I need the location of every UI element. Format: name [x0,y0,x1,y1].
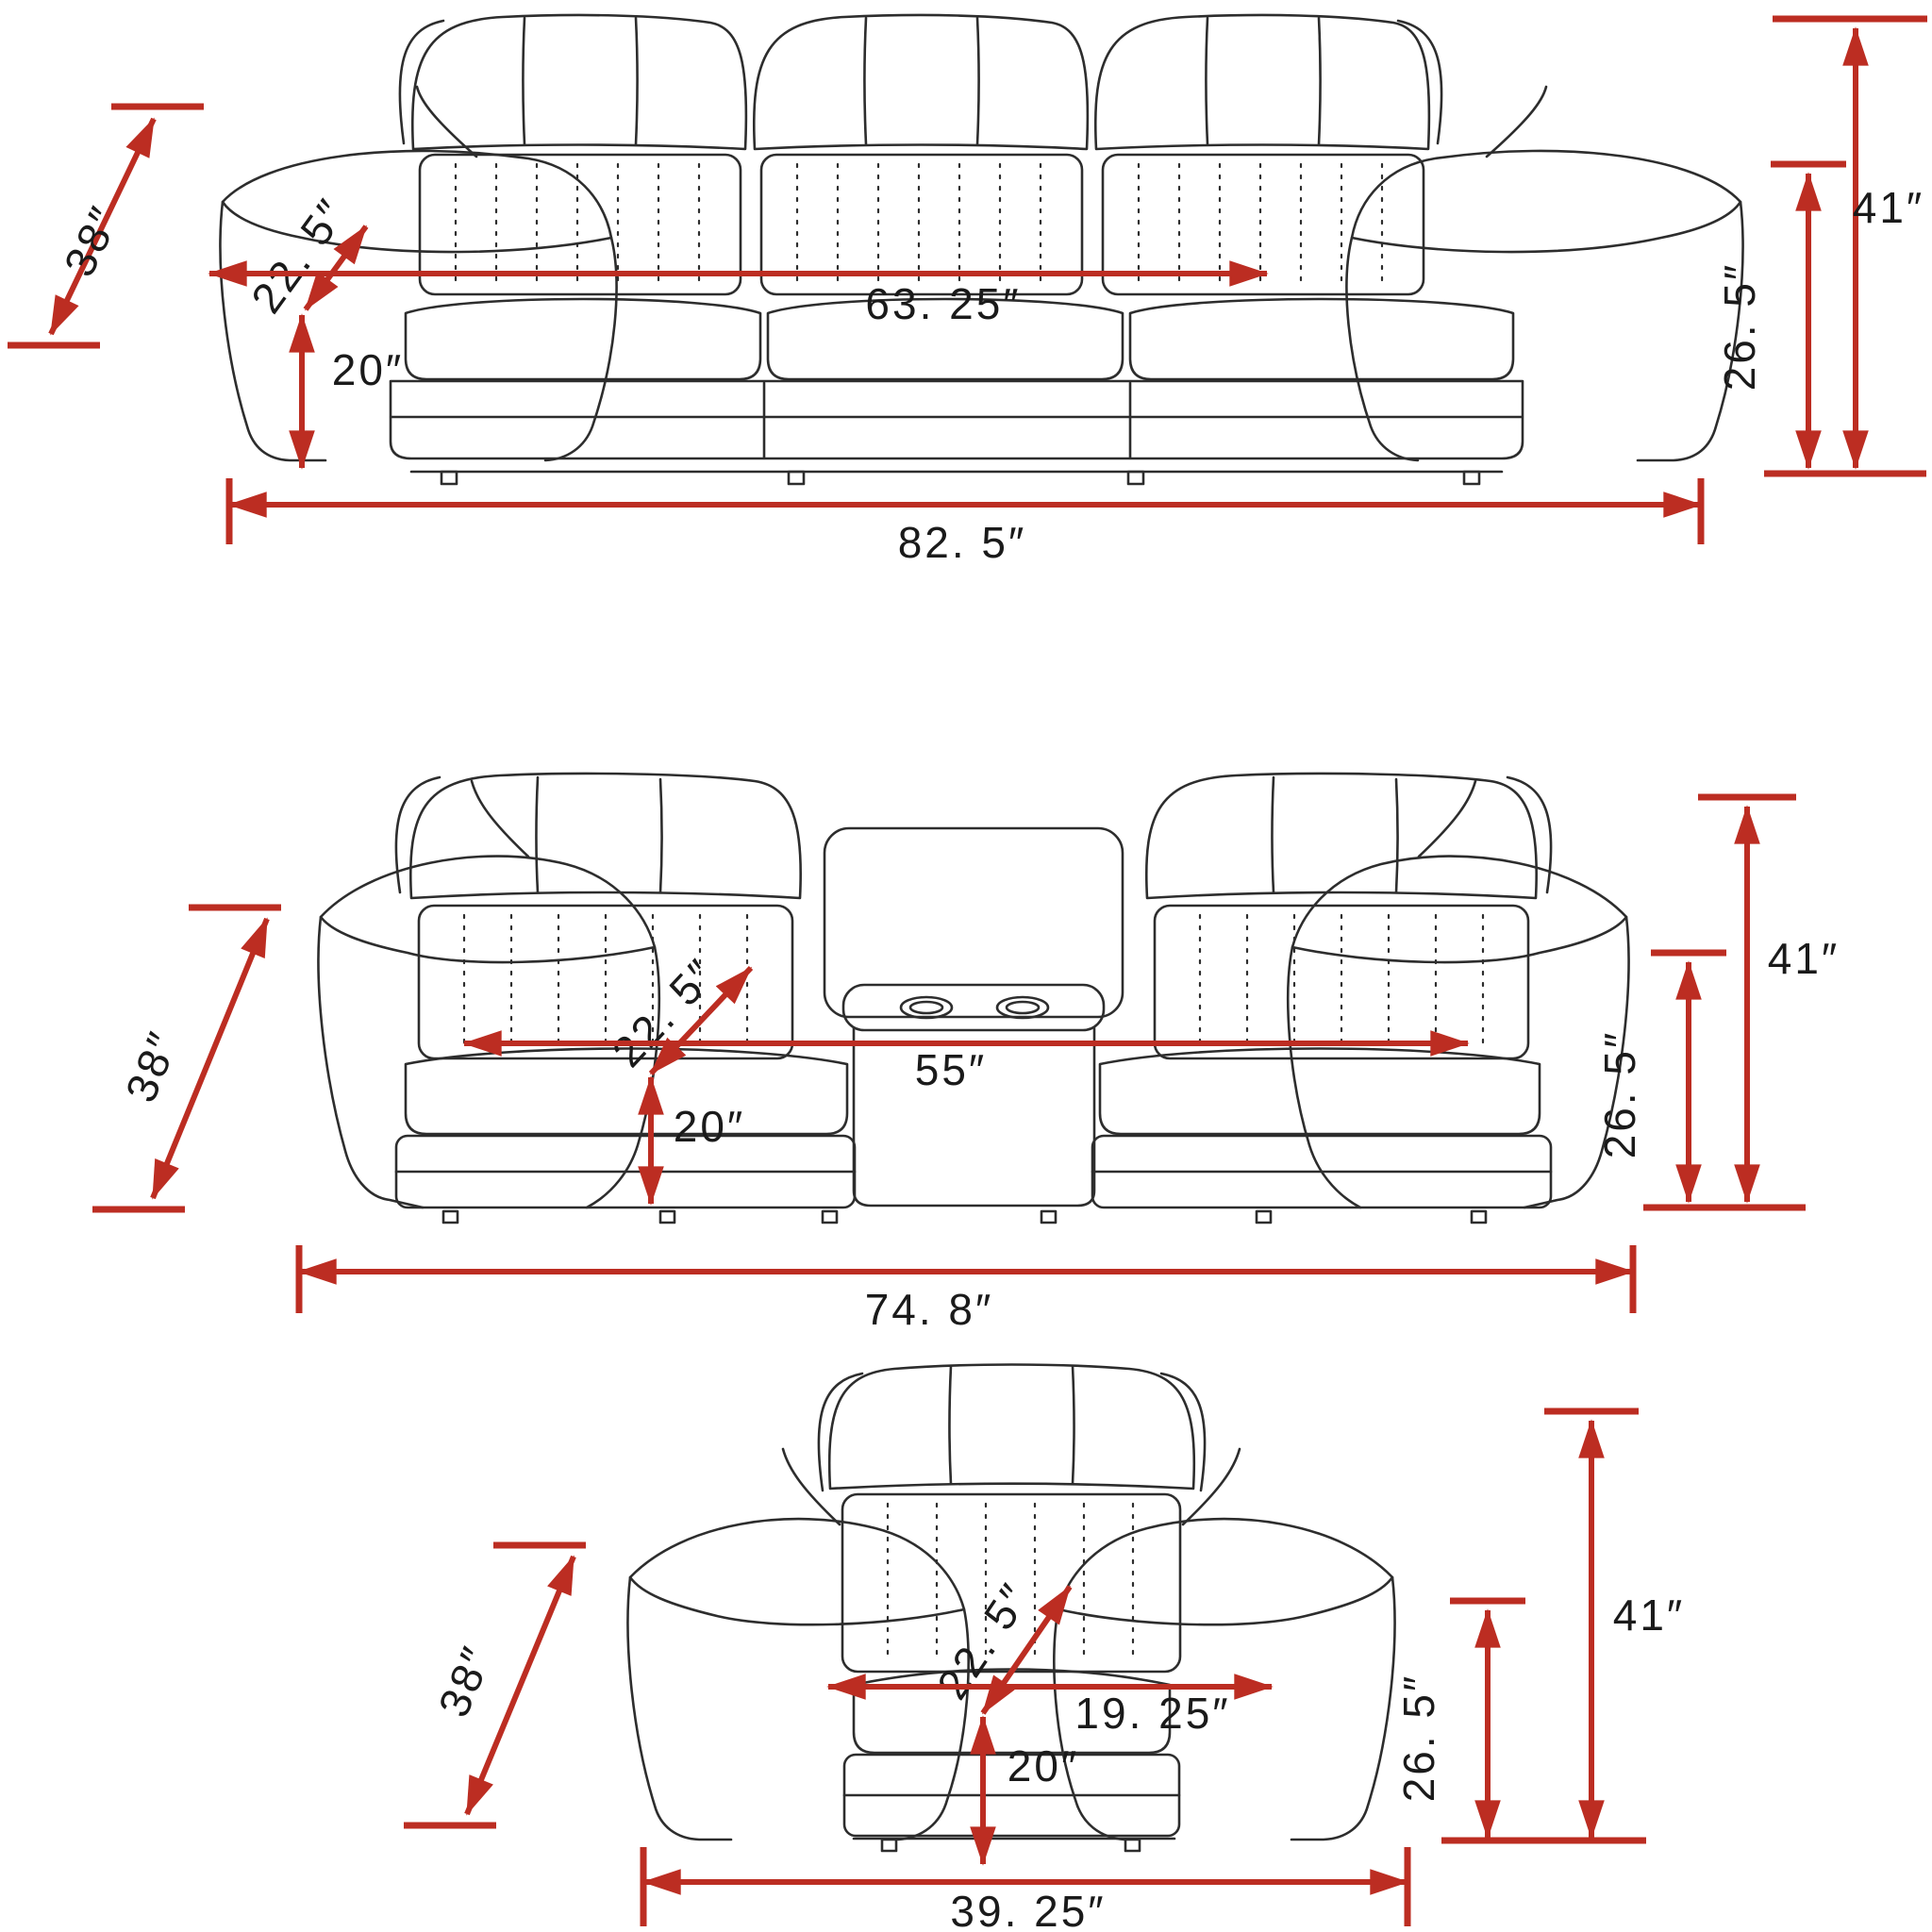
chair-arm-right [1058,1519,1392,1624]
chair-seat-depth-label: 22. 5″ [926,1573,1041,1708]
loveseat-arm-right-front [1288,947,1360,1208]
channel-stitching [456,164,1382,286]
sofa-arm-height-label: 26. 5″ [1715,261,1764,391]
seat-cushion [406,299,760,379]
seat-cushion [1130,299,1513,379]
chair-overall-height-label: 41″ [1612,1591,1686,1640]
loveseat-overall-width-dimension [299,1245,1633,1334]
sofa-seat-depth-label: 22. 5″ [241,189,358,323]
loveseat-arm-right-seam [1419,781,1475,857]
loveseat-arm-left-seam [472,781,528,857]
loveseat-overall-height-label: 41″ [1767,934,1840,983]
sofa-diagonal-depth-label: 38″ [54,197,130,284]
sofa-overall-height-label: 41″ [1852,183,1925,232]
sofa-arm-left [223,151,611,252]
sofa-arm-right-front [1346,238,1418,460]
sofa-back-cushion [412,15,746,149]
chair-overall-width-label: 39. 25″ [950,1887,1107,1932]
sofa-foot [1128,472,1143,484]
chair-overall-height-dimension [1441,1411,1685,1840]
chair-seat-depth-dimension [927,1574,1070,1713]
loveseat-arm-height-dimension [1595,953,1726,1202]
sofa-back-cushion [1095,15,1429,149]
loveseat-overall-width-label: 74. 8″ [864,1285,994,1334]
sofa-foot [1464,472,1479,484]
loveseat-seat-depth-label: 22. 5″ [602,948,726,1076]
chair-diagonal-depth-label: 38″ [428,1638,503,1724]
cup-holder [1007,1002,1039,1013]
loveseat-seat-height-label: 20″ [673,1102,746,1151]
chair-diagram [0,1349,1932,1932]
loveseat-arm-height-label: 26. 5″ [1595,1029,1644,1159]
loveseat-illustration [319,774,1629,1223]
sofa-dimensions [8,19,1927,567]
front-rail [391,381,1523,458]
loveseat-dimensions [92,797,1840,1334]
loveseat-seat-height-dimension [651,1077,745,1204]
chair-diagonal-depth-dimension [404,1545,586,1825]
loveseat-foot [660,1211,675,1223]
chair-arm-left [630,1519,964,1624]
headrest-seam [524,18,1321,144]
loveseat-arm-left [321,857,655,962]
seat-cushion [1100,1049,1540,1135]
chair-foot [1125,1840,1140,1851]
loveseat-diagram [0,585,1932,1368]
sofa-seat-height-dimension [302,315,404,468]
sofa-overall-height-dimension [1764,19,1927,474]
sofa-overall-width-dimension [229,478,1701,567]
sofa-seat-depth-dimension [242,189,366,322]
headrest-seam [950,1366,1074,1484]
loveseat-diagonal-depth-label: 38″ [115,1023,189,1109]
loveseat-foot [1257,1211,1271,1223]
console-top [843,985,1104,1030]
sofa-arm-right [1352,151,1740,252]
cup-holder [997,997,1048,1018]
chair-foot [882,1840,896,1851]
loveseat-seat-depth-dimension [603,948,751,1075]
chair-seat-width-label: 19. 25″ [1074,1689,1231,1738]
loveseat-foot [823,1211,837,1223]
sofa-foot [789,472,804,484]
loveseat-foot [1041,1211,1056,1223]
loveseat-overall-height-dimension [1643,797,1840,1208]
chair-back-cushion [829,1365,1194,1490]
sofa-diagram [0,0,1932,585]
sofa-diagonal-depth-dimension [8,107,204,345]
chair-arm-height-dimension [1394,1601,1525,1838]
loveseat-foot [1472,1211,1486,1223]
loveseat-seat-width-label: 55″ [914,1045,988,1094]
sofa-arm-right-seam [1487,87,1546,157]
sofa-seat-width-dimension [209,274,1267,328]
loveseat-arm-left-side [319,917,423,1208]
sofa-seat-width-label: 63. 25″ [865,279,1022,328]
headrest-seam [537,777,1398,892]
console-back [824,828,1123,1017]
sofa-foot [441,472,457,484]
sofa-overall-width-label: 82. 5″ [897,518,1027,567]
chair-arm-right-seam [1183,1449,1240,1524]
sofa-seat-height-label: 20″ [331,345,405,394]
chair-arm-height-label: 26. 5″ [1394,1673,1443,1803]
chair-overall-width-dimension [643,1847,1407,1932]
chair-seat-height-label: 20″ [1007,1741,1080,1790]
sofa-back-shell [400,21,1441,143]
loveseat-back-cushion [1146,774,1536,898]
loveseat-arm-right [1292,857,1626,962]
loveseat-back-cushion [410,774,800,898]
loveseat-back-shell [396,777,1551,892]
loveseat-foot [443,1211,458,1223]
sofa-back-cushion [754,15,1088,149]
loveseat-diagonal-depth-dimension [92,908,281,1209]
cup-holder [901,997,952,1018]
chair-back-shell [819,1374,1205,1491]
sofa-illustration [221,15,1743,484]
cup-holder [910,1002,942,1013]
chair-seat-height-dimension [983,1717,1079,1864]
chair-seat-width-dimension [828,1687,1272,1738]
